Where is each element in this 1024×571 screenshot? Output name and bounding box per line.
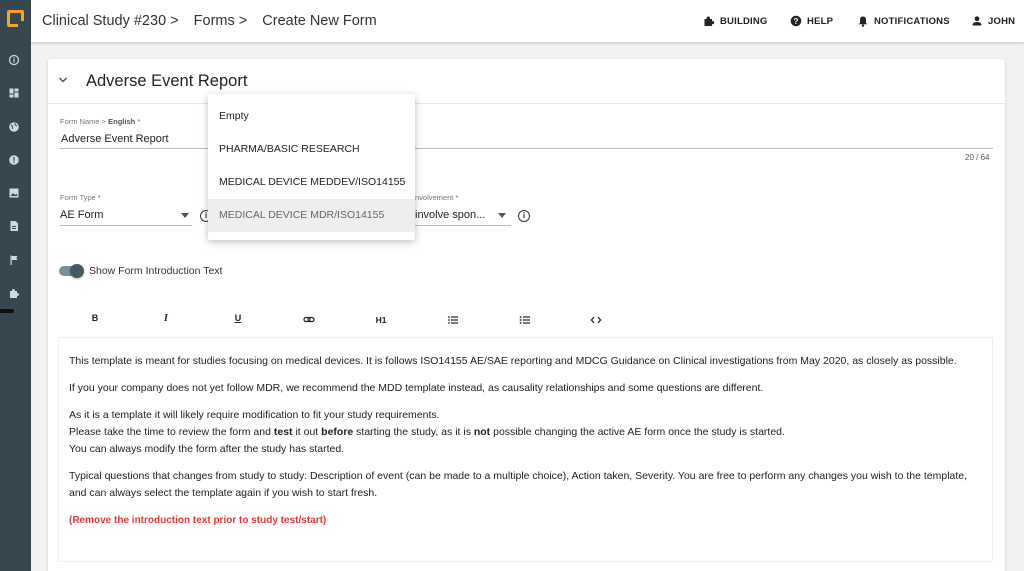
nav-help[interactable] <box>790 15 833 27</box>
form-type-caret-icon[interactable] <box>181 213 189 218</box>
chevron-down-icon[interactable] <box>58 76 68 84</box>
svg-text:?: ? <box>793 17 799 26</box>
nav-user-label: JOHN <box>988 15 1016 27</box>
top-bar <box>31 0 1024 43</box>
form-name-label: Form Name > English * <box>60 117 141 126</box>
editor-paragraph-1: This template is meant for studies focusing on medical devices. It is follows ISO14155 AE/SAE reporting and MDCG Guidance on Clinical investigations from May 2020, as closely as possible. <box>69 355 957 367</box>
alert-icon[interactable] <box>8 154 20 166</box>
link-icon[interactable] <box>303 313 315 327</box>
numbered-list-icon[interactable] <box>519 313 531 327</box>
app-logo[interactable] <box>7 10 24 27</box>
globe-icon[interactable] <box>8 121 20 133</box>
dropdown-option-empty[interactable]: Empty <box>219 110 249 122</box>
underline-button[interactable]: U <box>234 313 242 323</box>
dropdown-option-meddev[interactable]: MEDICAL DEVICE MEDDEV/ISO14155 <box>219 176 406 188</box>
nav-building[interactable] <box>703 15 768 27</box>
person-icon <box>971 15 983 27</box>
nav-notifications[interactable] <box>857 15 950 27</box>
puzzle-icon <box>703 15 715 27</box>
involvement-caret-icon[interactable] <box>498 213 506 218</box>
bold-button[interactable]: B <box>91 313 99 323</box>
info-icon[interactable] <box>8 54 20 66</box>
breadcrumb-forms[interactable]: Forms > <box>193 13 248 29</box>
template-dropdown-menu <box>208 94 415 240</box>
char-counter: 20 / 64 <box>965 153 990 162</box>
dashboard-icon[interactable] <box>8 87 20 99</box>
card-title: Adverse Event Report <box>86 72 248 90</box>
image-icon[interactable] <box>8 187 20 199</box>
breadcrumb <box>42 13 388 29</box>
form-card <box>48 59 1005 571</box>
involvement-info-icon[interactable]: i <box>518 210 530 222</box>
nav-notifications-label: NOTIFICATIONS <box>874 15 950 27</box>
intro-text-toggle-label: Show Form Introduction Text <box>89 265 223 277</box>
sidebar-resize-handle[interactable] <box>0 309 14 313</box>
intro-text-editor[interactable] <box>58 337 993 562</box>
nav-building-label: BUILDING <box>720 15 768 27</box>
editor-paragraph-2: If you your company does not yet follow MDR, we recommend the MDD template instead, as causality relationships and some questions are different. <box>69 382 764 394</box>
puzzle-icon[interactable] <box>8 287 20 299</box>
editor-paragraph-4: Typical questions that changes from study to study: Description of event (can be made to a multiple choice), Action taken, Severity. You are free to perform any changes you wish to the template, and can always select the template again if you wish to start fresh. <box>69 470 968 499</box>
breadcrumb-study[interactable]: Clinical Study #230 > <box>42 13 179 29</box>
toggle-knob <box>70 264 84 278</box>
form-name-input[interactable]: Adverse Event Report <box>61 133 169 145</box>
card-header <box>48 59 1005 104</box>
form-type-select[interactable]: AE Form <box>60 209 104 221</box>
bullet-list-icon[interactable] <box>447 313 459 327</box>
form-type-label: Form Type * <box>60 193 101 202</box>
breadcrumb-current: Create New Form <box>262 13 377 29</box>
document-icon[interactable] <box>8 220 20 232</box>
editor-paragraph-3: As it is a template it will likely require modification to fit your study requirements. Please take the time to review the form and test it out before starting the study, as it is not possible changing the active AE form once the study is started. You can always modify the form after the study has started. <box>69 409 785 455</box>
dropdown-option-pharma[interactable]: PHARMA/BASIC RESEARCH <box>219 143 360 155</box>
nav-help-label: HELP <box>807 15 834 27</box>
involvement-underline <box>415 225 511 226</box>
help-icon <box>790 15 802 27</box>
heading-button[interactable]: H1 <box>375 315 387 325</box>
form-name-underline <box>60 148 993 149</box>
code-icon[interactable] <box>590 313 602 327</box>
involvement-label: nvolvement * <box>415 193 459 202</box>
sidebar <box>0 0 31 571</box>
nav-user[interactable] <box>971 15 1015 27</box>
dropdown-option-mdr[interactable]: MEDICAL DEVICE MDR/ISO14155 <box>208 199 415 232</box>
form-type-info-icon[interactable]: i <box>200 210 212 222</box>
intro-text-toggle[interactable] <box>59 266 83 276</box>
editor-warning: (Remove the introduction text prior to study test/start) <box>69 515 327 526</box>
bell-icon <box>857 15 869 27</box>
italic-button[interactable]: I <box>164 313 168 324</box>
flag-icon[interactable] <box>8 254 20 266</box>
involvement-select[interactable]: involve spon... <box>415 209 486 221</box>
form-type-underline <box>60 225 192 226</box>
